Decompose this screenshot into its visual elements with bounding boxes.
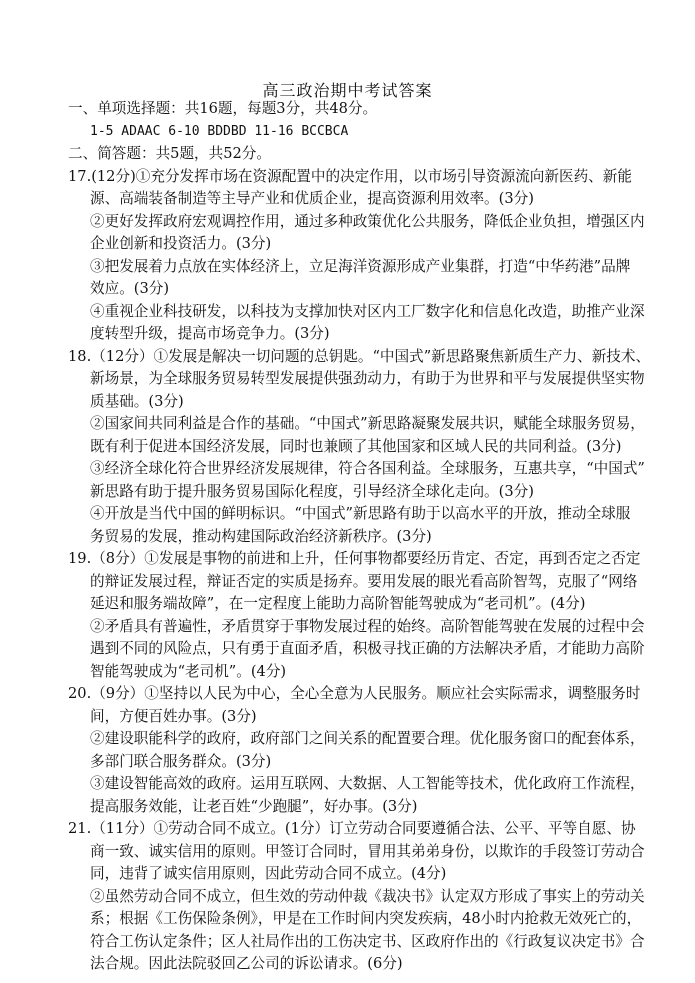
answer-text: 质基础。(3分) [90,392,184,410]
answer-text: 提高服务效能，让老百姓“少跑腿”，好办事。(3分) [90,797,418,815]
answer-text: ②更好发挥政府宏观调控作用，通过多种政策优化公共服务，降低企业负担，增强区内 [90,212,645,230]
section-heading: 一、单项选择题：共16题，每题3分，共48分。 [68,100,378,117]
answer-text: 17.(12分)①充分发挥市场在资源配置中的决定作用，以市场引导资源流向新医药、新能 [68,167,632,185]
answer-text: 21.（11分）①劳动合同不成立。(1分）订立劳动合同要遵循合法、公平、平等自愿、协 [68,820,636,837]
answer-text: 度转型升级，提高市场竞争力。(3分) [90,325,330,342]
answer-text: 18.（12分）①发展是解决一切问题的总钥匙。“中国式”新思路聚焦新质生产力、新技术、 [68,347,651,365]
answer-text: 符合工伤认定条件；区人社局作出的工伤决定书、区政府作出的《行政复议决定书》合 [90,932,645,950]
answer-text: 商一致、诚实信用的原则。甲签订合同时，冒用其弟弟身份，以欺诈的手段签订劳动合 [90,842,645,860]
answer-text: 系；根据《工伤保险条例》，甲是在工作时间内突发疾病，48小时内抢救无效死亡的， [90,910,642,927]
answer-text: 同，违背了诚实信用原则，因此劳动合同不成立。(4分) [90,865,447,882]
answer-text: ③把发展着力点放在实体经济上，立足海洋资源形成产业集群，打造“中华药港”品牌 [90,257,631,275]
answer-text: ③经济全球化符合世界经济发展规律，符合各国利益。全球服务，互惠共享，“中国式” [90,460,645,477]
answer-text: ④重视企业科技研发，以科技为支撑加快对区内工厂数字化和信息化改造，助推产业深 [90,302,645,320]
answer-text: 19.（8分）①发展是事物的前进和上升，任何事物都要经历肯定、否定，再到否定之否定 [68,550,641,567]
answer-text: ②建设职能科学的政府，政府部门之间关系的配置要合理。优化服务窗口的配套体系， [90,730,645,747]
answer-text: 新场景，为全球服务贸易转型发展提供强劲动力，有助于为世界和平与发展提供坚实物 [90,370,645,387]
answer-text: 企业创新和投资活力。(3分) [90,235,272,252]
answer-text: 间，方便百姓办事。(3分) [90,707,257,725]
answer-text: 延迟和服务端故障”，在一定程度上能助力高阶智能驾驶成为“老司机”。(4分) [90,595,586,612]
answer-text: 源、高端装备制造等主导产业和优质企业，提高资源利用效率。(3分) [90,190,534,207]
answer-text: 既有利于促进本国经济发展，同时也兼顾了其他国家和区域人民的共同利益。(3分) [90,437,622,455]
answer-text: 的辩证发展过程，辩证否定的实质是扬弃。要用发展的眼光看高阶智驾，克服了“网络 [90,572,638,590]
answer-text: 智能驾驶成为“老司机”。(4分) [90,662,287,680]
section-heading: 二、简答题：共5题，共52分。 [68,145,271,162]
answer-text: ④开放是当代中国的鲜明标识。“中国式”新思路有助于以高水平的开放，推动全球服 [90,505,631,522]
mc-answers: 1-5 ADAAC 6-10 BDDBD 11-16 BCCBCA [90,123,349,139]
answer-text: 遇到不同的风险点，只有勇于直面矛盾，积极寻找正确的方法解决矛盾，才能助力高阶 [90,640,645,657]
answer-text: ②矛盾具有普遍性，矛盾贯穿于事物发展过程的始终。高阶智能驾驶在发展的过程中会 [90,617,645,635]
answer-text: 新思路有助于提升服务贸易国际化程度，引导经济全球化走向。(3分) [90,482,534,500]
answer-text: 20.（9分）①坚持以人民为中心，全心全意为人民服务。顺应社会实际需求，调整服务时 [68,685,641,702]
answer-text: ②虽然劳动合同不成立，但生效的劳动仲裁《裁决书》认定双方形成了事实上的劳动关 [90,887,645,905]
answer-text: ③建设智能高效的政府。运用互联网、大数据、人工智能等技术，优化政府工作流程， [90,775,645,792]
answer-text: ②国家间共同利益是合作的基础。“中国式”新思路凝聚发展共识，赋能全球服务贸易， [90,415,645,432]
answer-text: 效应。(3分) [90,280,170,297]
answer-text: 多部门联合服务群众。(3分) [90,752,272,770]
answer-text: 法合规。因此法院驳回乙公司的诉讼请求。(6分) [90,955,403,972]
answer-text: 务贸易的发展，推动构建国际政治经济新秩序。(3分) [90,527,432,545]
page-title: 高三政治期中考试答案 [262,81,433,100]
